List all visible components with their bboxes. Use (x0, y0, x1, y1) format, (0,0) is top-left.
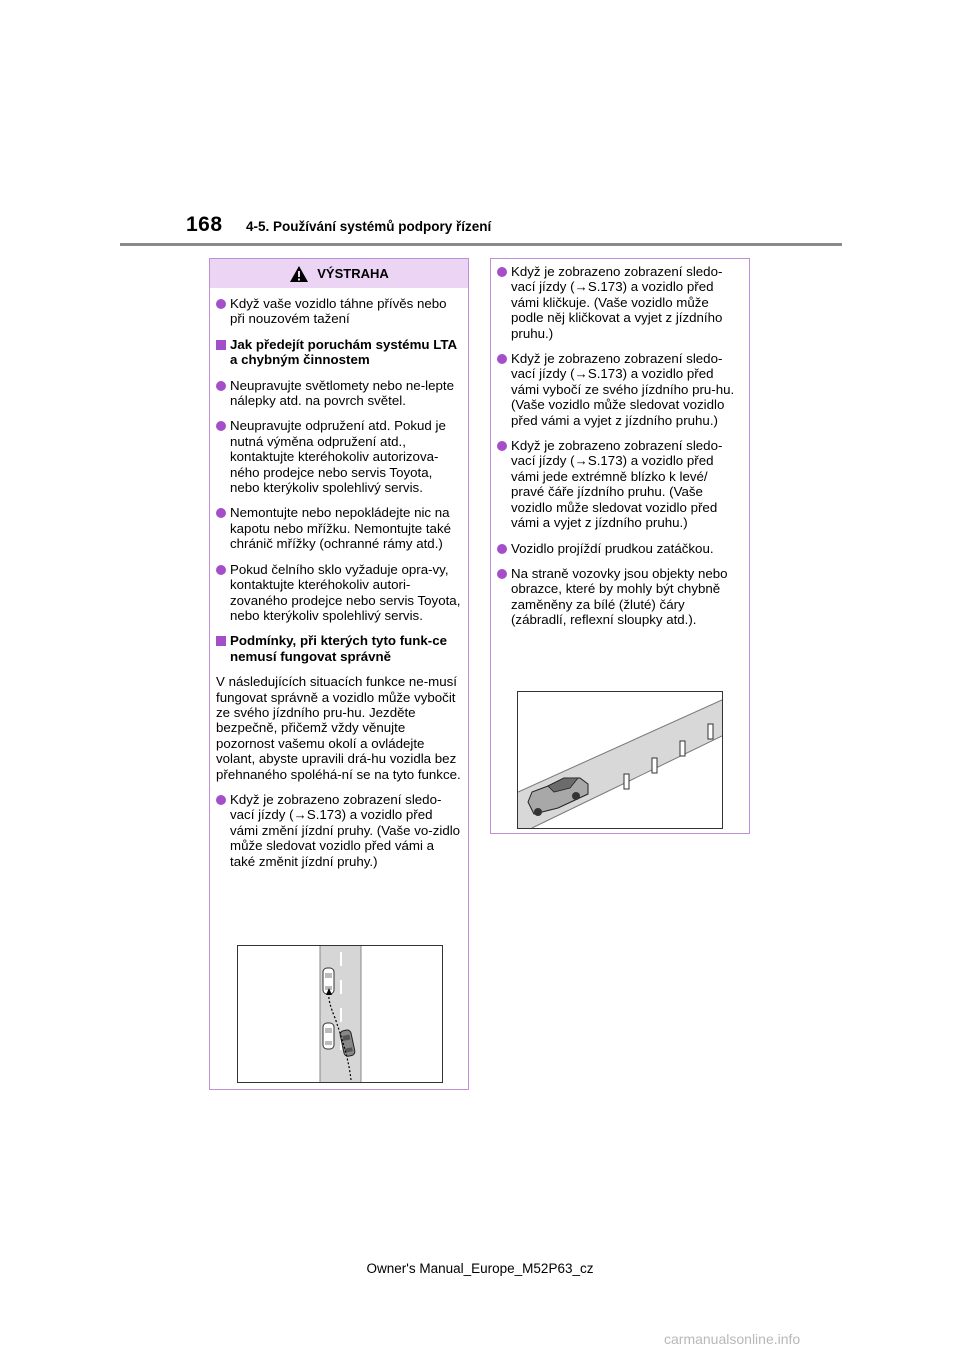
bullet-icon (216, 565, 226, 575)
warning-panel-right (490, 258, 750, 834)
list-item-text: Na straně vozovky jsou objekty nebo obrazce, které by mohly být chybně zaměněny za bílé (žluté) čáry (zábradlí, reflexní sloupky atd.). (511, 565, 728, 628)
bullet-icon (216, 508, 226, 518)
list-item-text: Když je zobrazeno zobrazení sledo-vací jízdy (→S.173) a vozidlo před vámi změní jízdní pruhy. (Vaše vo-zidlo může sledovat vozidlo před vámi a také změnit jízdní pruhy.) (230, 791, 461, 869)
list-item (497, 541, 743, 556)
list-item-text: Nemontujte nebo nepokládejte nic na kapotu nebo mřížku. Nemontujte také chránič mřížky (ochranné rámy atd.) (230, 505, 451, 552)
header-rule (120, 243, 842, 246)
list-item-text: Když je zobrazeno zobrazení sledo-vací jízdy (→S.173) a vozidlo před vámi vybočí ze svého jízdního pru-hu. (Vaše vozidlo může sledovat vozidlo před vámi a vyjet z jízdního pruhu.) (511, 351, 735, 428)
list-item (497, 264, 743, 341)
lane-change-drawing (238, 946, 442, 1082)
list-item-text: Vozidlo projíždí prudkou zatáčkou. (511, 540, 714, 556)
list-item-text: Když je zobrazeno zobrazení sledo-vací jízdy (→S.173) a vozidlo před vámi jede extrémně blízko k levé/ pravé čáře jízdního pruhu. (Vaše vozidlo může sledovat vozidlo před vámi a vyjet z jízdního pruhu.) (511, 438, 723, 531)
section-heading-text: Podmínky, při kterých tyto funk-ce nemusí fungovat správně (230, 633, 447, 664)
section-heading (216, 337, 462, 368)
list-item (497, 351, 743, 428)
page-number: 168 (186, 213, 223, 236)
bullet-icon (497, 544, 507, 554)
watermark: carmanualsonline.info (664, 1331, 801, 1347)
bullet-icon (216, 299, 226, 309)
list-item-text: Když je zobrazeno zobrazení sledo-vací jízdy (→S.173) a vozidlo před vámi kličkuje. (Vaše vozidlo může podle něj kličkovat a vyjet z jízdního pruhu.) (511, 264, 723, 341)
list-item-text: Pokud čelního sklo vyžaduje opra-vy, kontaktujte kteréhokoliv autori-zovaného prodejce nebo servis Toyota, nebo kterýkoliv spolehlivý servis. (230, 561, 461, 623)
list-item-text: Neupravujte světlomety nebo ne-lepte nálepky atd. na povrch světel. (230, 377, 454, 409)
list-item (216, 505, 462, 551)
list-item (497, 438, 743, 530)
footer-text: Owner's Manual_Europe_M52P63_cz (366, 1261, 594, 1276)
square-bullet-icon (216, 340, 226, 350)
list-item (216, 562, 462, 624)
lane-change-illustration (237, 945, 443, 1083)
bullet-icon (216, 421, 226, 431)
warning-triangle-icon (289, 265, 309, 283)
square-bullet-icon (216, 636, 226, 646)
list-item (216, 418, 462, 495)
section-heading (216, 633, 462, 664)
left-column-content (216, 296, 462, 879)
list-item (216, 792, 462, 869)
warning-panel-left (209, 258, 469, 1090)
warning-header (210, 259, 468, 288)
paragraph: V následujících situacích funkce ne-musí fungovat správně a vozidlo může vybočit ze svého jízdního pru-hu. Jezděte bezpečně, přičemž vždy věnujte pozornost vašemu okolí a ovládejte volant, abyste upravili drá-hu vozidla bez přehnaného spoléhá-ní se na tyto funkce. (216, 674, 461, 782)
bullet-icon (497, 569, 507, 579)
section-heading-text: Jak předejít poruchám systému LTA a chybným činnostem (230, 336, 457, 368)
bullet-icon (497, 354, 507, 364)
list-item (216, 378, 462, 409)
bullet-icon (216, 795, 226, 805)
list-item-text: Neupravujte odpružení atd. Pokud je nutná výměna odpružení atd., kontaktujte kteréhokoliv autorizova-ného prodejce nebo servis Toyota, nebo kterýkoliv spolehlivý servis. (230, 418, 446, 496)
section-title: 4-5. Používání systémů podpory řízení (246, 219, 492, 234)
list-item-text: Když vaše vozidlo táhne přívěs nebo při nouzovém tažení (230, 296, 447, 327)
roadside-objects-drawing (518, 692, 722, 828)
warning-title: VÝSTRAHA (317, 266, 389, 281)
right-column-content (497, 264, 743, 638)
bullet-icon (497, 441, 507, 451)
bullet-icon (216, 381, 226, 391)
list-item (216, 296, 462, 327)
list-item (497, 566, 743, 628)
bullet-icon (497, 267, 507, 277)
roadside-objects-illustration (517, 691, 723, 829)
